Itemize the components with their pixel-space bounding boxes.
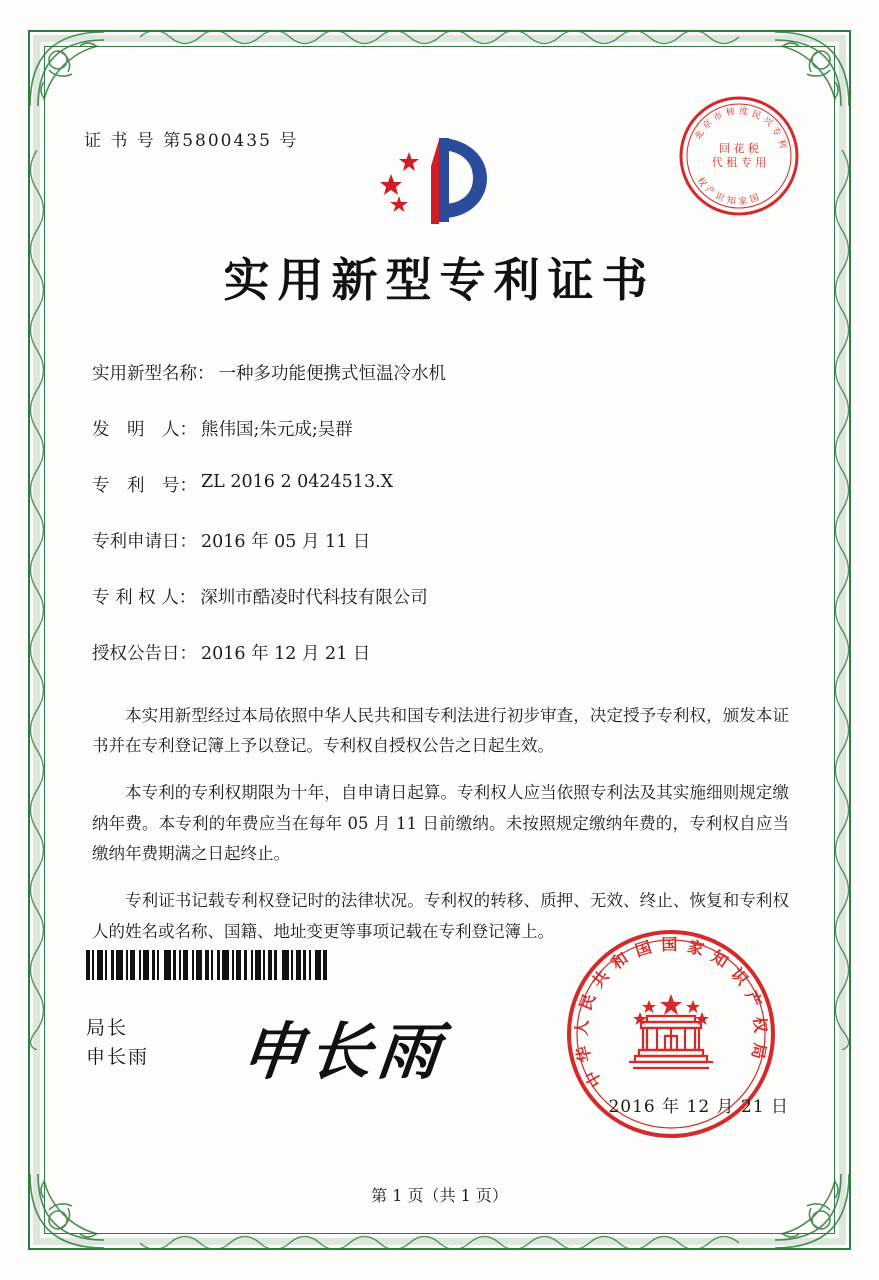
page-footer: 第 1 页（共 1 页） (371, 1186, 508, 1205)
svg-text:识: 识 (713, 191, 726, 205)
certificate-fields (92, 360, 797, 696)
svg-text:代 租 专 用: 代 租 专 用 (711, 156, 767, 169)
field-value: 深圳市酷凌时代科技有限公司 (200, 588, 428, 608)
svg-text:利: 利 (775, 138, 788, 150)
svg-text:国: 国 (632, 937, 654, 961)
director-role-label: 局长 (86, 1017, 129, 1039)
legal-text-block (92, 684, 789, 949)
border-edge-right-ornament (829, 150, 855, 1130)
svg-text:权: 权 (749, 1015, 771, 1034)
svg-text:兴: 兴 (760, 115, 774, 130)
field-label: 授权公告日： (92, 644, 197, 664)
svg-text:识: 识 (727, 964, 752, 989)
svg-text:局: 局 (748, 1041, 770, 1061)
field-row (92, 416, 797, 441)
svg-text:产: 产 (702, 184, 717, 198)
border-edge-bottom-ornament (140, 1230, 739, 1256)
svg-text:权: 权 (694, 175, 709, 189)
field-value: 一种多功能便携式恒温冷水机 (218, 364, 446, 384)
field-row (92, 528, 797, 553)
svg-text:专: 专 (769, 125, 783, 139)
field-label: 专利申请日： (92, 532, 197, 552)
field-label: 专 利 权 人： (92, 588, 197, 608)
svg-text:国: 国 (748, 192, 761, 206)
svg-text:民: 民 (575, 991, 600, 1013)
field-value: 2016 年 12 月 21 日 (201, 644, 371, 664)
border-edge-left-ornament (24, 150, 50, 1130)
svg-text:京: 京 (701, 118, 715, 132)
legal-paragraph: 专利证书记载专利权登记时的法律状况。专利权的转移、质押、无效、终止、恢复和专利权人的姓名或名称、国籍、地址变更等事项记载在专利登记簿上。 (92, 891, 789, 941)
field-row (92, 360, 797, 385)
certificate-number: 证 书 号 第5800435 号 (84, 131, 299, 151)
svg-text:家: 家 (685, 936, 706, 960)
border-edge-top-ornament (140, 24, 739, 50)
handwritten-signature: 申长雨 (237, 1015, 450, 1088)
field-label: 实用新型名称： (92, 364, 215, 384)
field-value: 熊伟国;朱元成;吴群 (201, 420, 353, 440)
legal-paragraph: 本专利的专利权期限为十年，自申请日起算。专利权人应当依照专利法及其实施细则规定缴纳年费。本专利的年费应当在每年 05 月 11 日前缴纳。未按照规定缴纳年费的，专利权自应当缴纳年费期满之日起终止。 (92, 783, 789, 864)
field-row (92, 584, 797, 609)
svg-text:市: 市 (712, 110, 725, 124)
svg-text:柿: 柿 (725, 107, 736, 119)
svg-text:家: 家 (738, 196, 748, 208)
svg-text:和: 和 (607, 948, 632, 974)
field-row (92, 472, 797, 497)
svg-text:产: 产 (741, 987, 766, 1011)
legal-paragraph: 本实用新型经过本局依照中华人民共和国专利法进行初步审查，决定授予专利权，颁发本证书并在专利登记簿上予以登记。专利权自授权公告之日起生效。 (92, 705, 789, 756)
field-value: 2016 年 05 月 11 日 (201, 532, 371, 552)
page-title: 实用新型专利证书 (223, 253, 656, 307)
svg-text:华: 华 (572, 1044, 595, 1065)
svg-text:度: 度 (738, 106, 749, 118)
director-name-label: 申长雨 (86, 1045, 150, 1068)
field-row (92, 640, 797, 665)
seal-date: 2016 年 12 月 21 日 (608, 1097, 789, 1117)
certificate-content (62, 64, 817, 1216)
svg-text:知: 知 (725, 195, 737, 208)
svg-text:国: 国 (661, 934, 678, 955)
svg-text:回 花 税: 回 花 税 (719, 142, 759, 155)
svg-text:知: 知 (707, 946, 732, 972)
svg-text:北: 北 (693, 129, 707, 142)
field-label: 发 明 人： (92, 420, 197, 440)
svg-text:民: 民 (750, 109, 763, 122)
field-value: ZL 2016 2 0424513.X (201, 472, 394, 492)
svg-text:共: 共 (588, 966, 613, 992)
signature-block (86, 1014, 149, 1071)
svg-text:中: 中 (581, 1067, 606, 1091)
svg-text:人: 人 (571, 1019, 592, 1037)
barcode (86, 950, 336, 980)
cnipa-logo-icon (375, 126, 505, 236)
agency-seal-stamp (675, 92, 803, 220)
field-label: 专 利 号： (92, 476, 197, 496)
